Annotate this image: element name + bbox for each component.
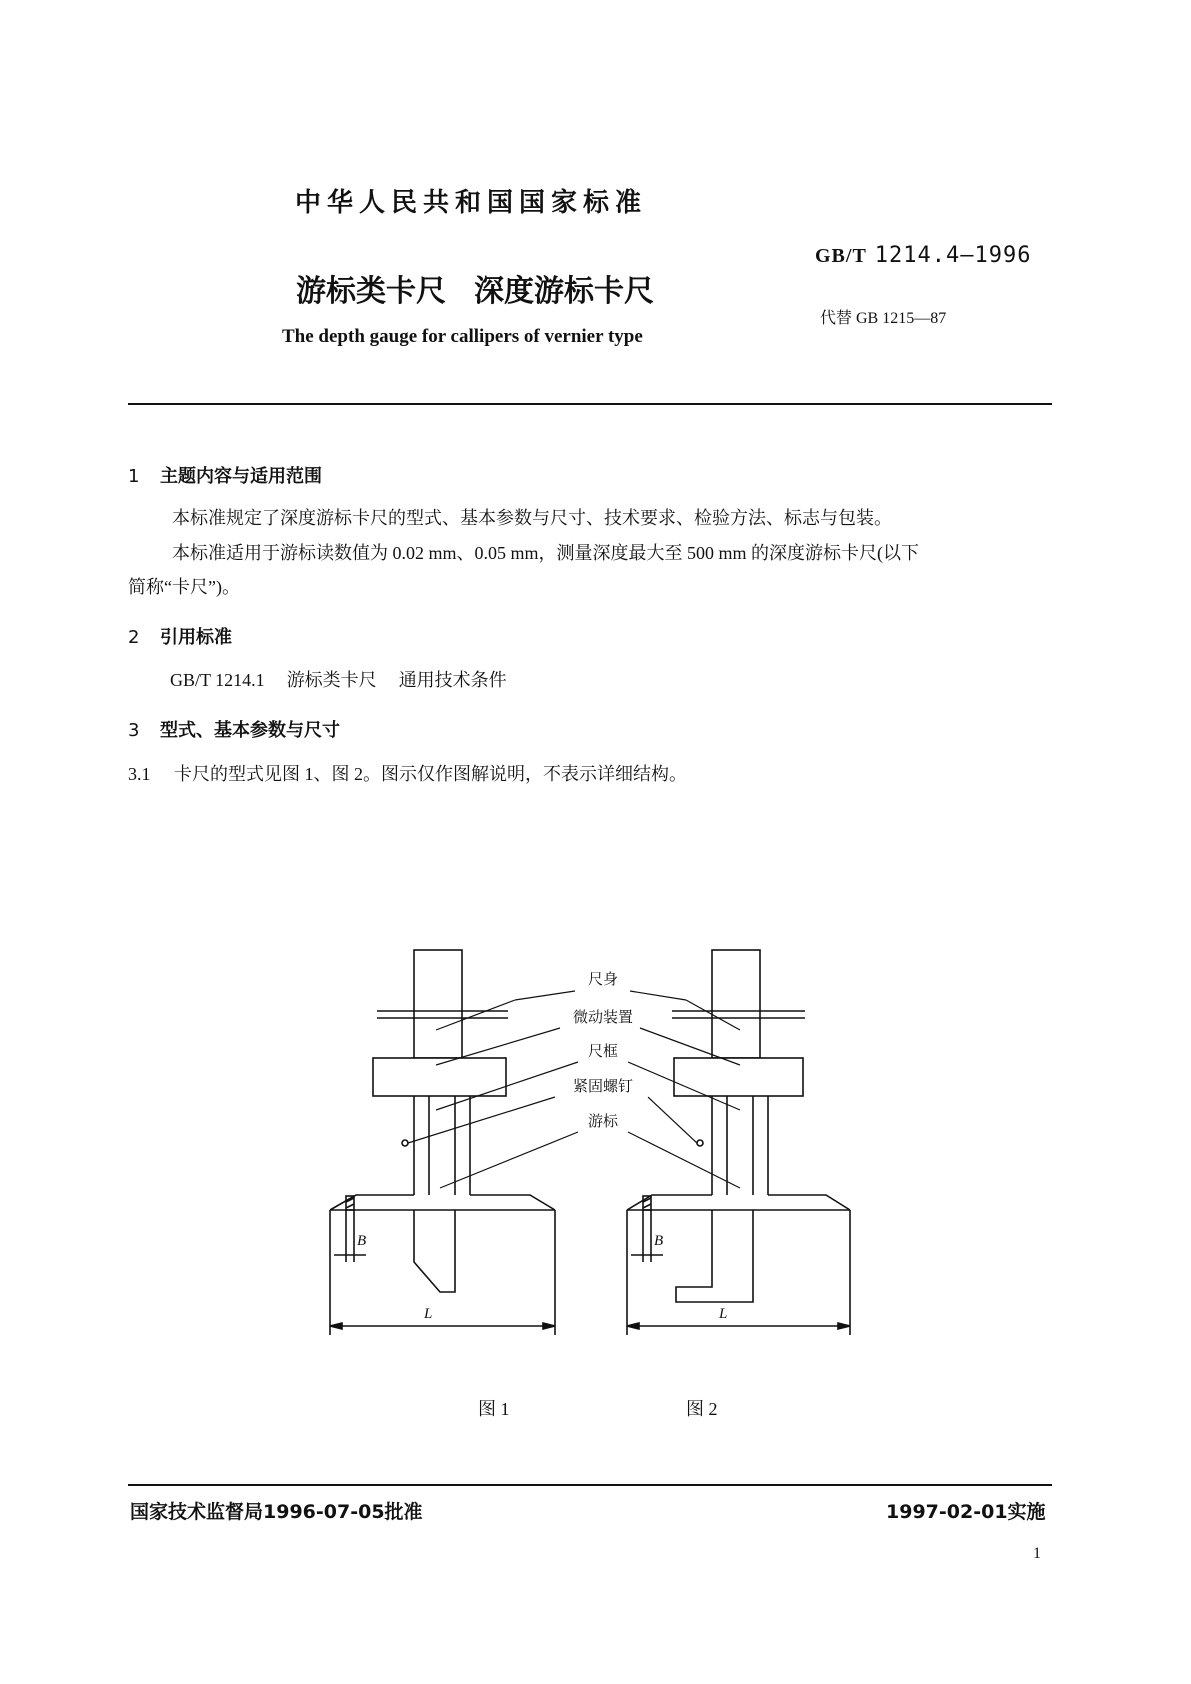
fig2-dim-L: L bbox=[719, 1306, 728, 1322]
label-vernier: 游标 bbox=[587, 1114, 619, 1130]
fig2-lock-screw bbox=[697, 1140, 703, 1146]
footer-divider bbox=[128, 1484, 1052, 1486]
leader-vernier-right bbox=[628, 1132, 740, 1188]
fig2-base-left-top bbox=[627, 1195, 712, 1210]
referenced-standard-title-a: 游标类卡尺 bbox=[286, 670, 377, 690]
referenced-standard-code: GB/T 1214.1 bbox=[170, 670, 265, 690]
section-2-number: 2 bbox=[128, 627, 140, 648]
figure-1-caption: 图 1 bbox=[478, 1399, 510, 1419]
section-1-paragraph-2: 本标准适用于游标读数值为 0.02 mm、0.05 mm，测量深度最大至 500 mm 的深度游标卡尺(以下 bbox=[172, 543, 919, 563]
section-3-number: 3 bbox=[128, 720, 140, 741]
fig2-ruler-body bbox=[712, 950, 760, 1058]
leader-vernier-left bbox=[440, 1132, 578, 1188]
figure-2-caption: 图 2 bbox=[686, 1399, 718, 1419]
leader-ruler-body-right-a bbox=[630, 991, 686, 1000]
section-1-title: 主题内容与适用范围 bbox=[160, 466, 322, 487]
fig1-measuring-rod bbox=[414, 1210, 455, 1292]
title-cn-part1: 游标类卡尺 bbox=[296, 274, 446, 309]
section-2-title: 引用标准 bbox=[160, 627, 232, 648]
fig2-base-right-top bbox=[768, 1195, 850, 1210]
fig2-L-arrow-left bbox=[627, 1323, 639, 1329]
leader-lock-screw-right bbox=[648, 1097, 697, 1143]
clause-3-1-text: 卡尺的型式见图 1、图 2。图示仅作图解说明，不表示详细结构。 bbox=[174, 764, 687, 784]
label-lock-screw: 紧固螺钉 bbox=[572, 1079, 634, 1095]
fig2-L-arrow-right bbox=[838, 1323, 850, 1329]
clause-3-1-number: 3.1 bbox=[128, 764, 151, 784]
approval-date: 国家技术监督局1996-07-05批准 bbox=[130, 1501, 423, 1523]
section-3-title: 型式、基本参数与尺寸 bbox=[160, 720, 340, 741]
page-number: 1 bbox=[1033, 1545, 1041, 1562]
fig1-L-arrow-right bbox=[543, 1323, 555, 1329]
standard-prefix: GB/T bbox=[815, 245, 867, 267]
fig1-lock-screw bbox=[402, 1140, 408, 1146]
implementation-date: 1997-02-01实施 bbox=[886, 1501, 1046, 1523]
replaces-standard: 代替 GB 1215—87 bbox=[820, 310, 947, 327]
fig2-measuring-hook bbox=[676, 1210, 753, 1302]
referenced-standard-title-b: 通用技术条件 bbox=[398, 670, 507, 690]
figure-2-drawing bbox=[627, 950, 850, 1335]
leader-ruler-body-left-a bbox=[515, 991, 575, 1000]
fig1-hatch-2 bbox=[346, 1204, 354, 1208]
figure-1-drawing bbox=[330, 950, 555, 1335]
section-1-paragraph-2-continued: 简称“卡尺”)。 bbox=[128, 577, 240, 597]
fig1-ruler-body bbox=[414, 950, 462, 1058]
issuing-country-standard: 中华人民共和国国家标准 bbox=[295, 188, 648, 218]
fig2-hatch-2 bbox=[643, 1204, 651, 1208]
section-1-paragraph-1: 本标准规定了深度游标卡尺的型式、基本参数与尺寸、技术要求、检验方法、标志与包装。 bbox=[172, 508, 892, 528]
document-title-en: The depth gauge for callipers of vernier type bbox=[282, 326, 643, 347]
label-frame: 尺框 bbox=[587, 1044, 619, 1060]
label-ruler-body: 尺身 bbox=[587, 972, 619, 988]
title-cn-part2: 深度游标卡尺 bbox=[474, 274, 654, 309]
standard-code: 1214.4—1996 bbox=[874, 243, 1032, 268]
fig1-L-arrow-left bbox=[330, 1323, 342, 1329]
fig1-base-left-top bbox=[330, 1195, 414, 1210]
section-1-number: 1 bbox=[128, 466, 140, 487]
leader-lock-screw-left bbox=[408, 1097, 555, 1143]
fig1-base-right-top bbox=[470, 1195, 555, 1210]
fig1-dim-B: B bbox=[357, 1233, 367, 1249]
label-fine-adjust: 微动装置 bbox=[572, 1010, 634, 1026]
fig1-dim-L: L bbox=[424, 1306, 433, 1322]
fig2-dim-B: B bbox=[654, 1233, 664, 1249]
